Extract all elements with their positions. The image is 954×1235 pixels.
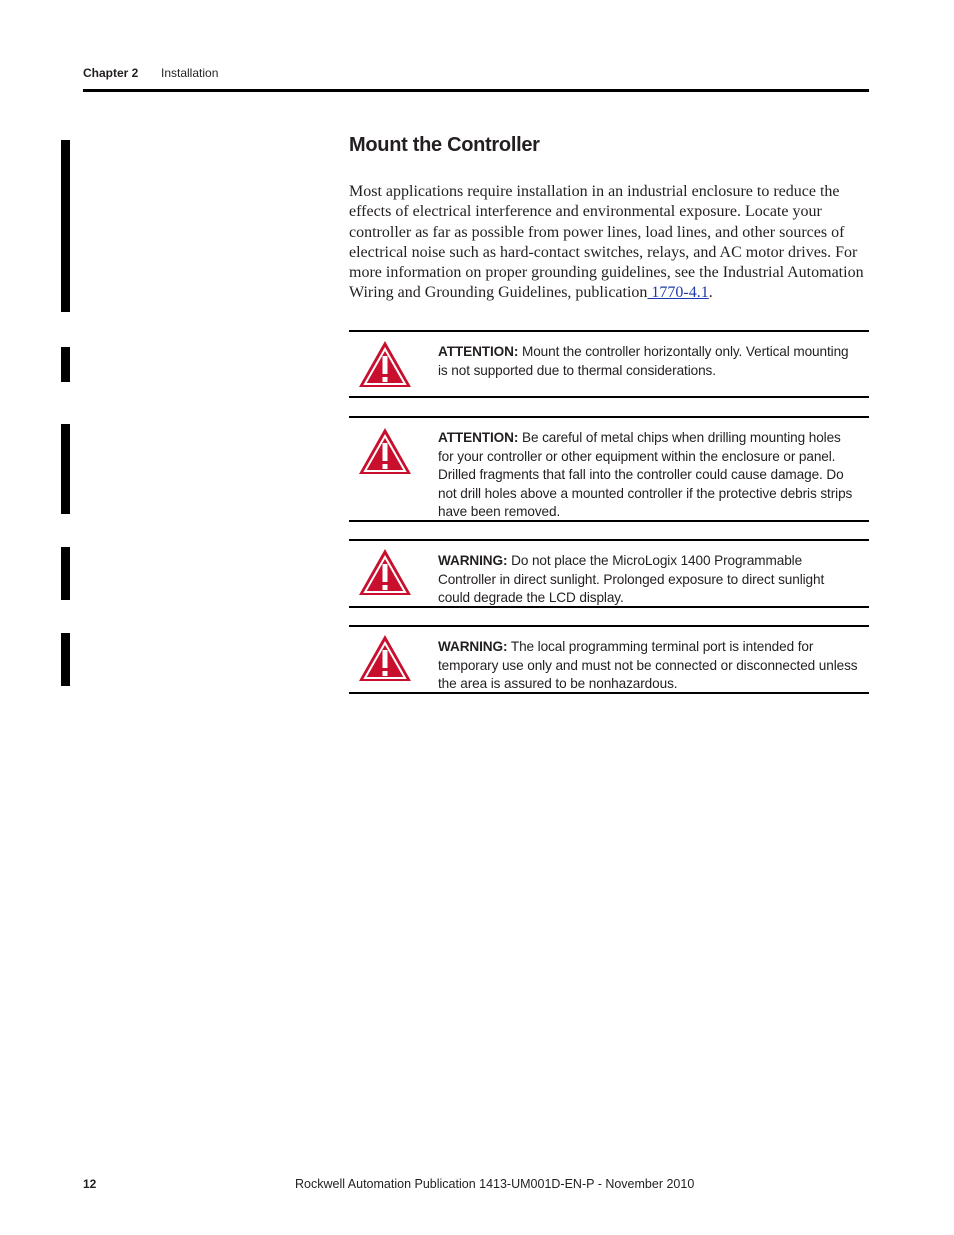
page-header — [83, 66, 869, 90]
change-bar — [61, 424, 70, 514]
page-title: Mount the Controller — [349, 134, 540, 156]
notice-text: The local programming terminal port is intended for temporary use only and must not be connected or disconnected unless the area is assured to be nonhazardous. — [438, 639, 858, 692]
section-label: Installation — [161, 66, 219, 80]
chapter-label: Chapter 2 — [83, 66, 139, 80]
change-bar — [61, 547, 70, 600]
change-bar — [61, 347, 70, 382]
notice-text: Be careful of metal chips when drilling mounting holes for your controller or other equipment within the enclosure or panel. Drilled fragments that fall into the controller could cause damage. Do not drill holes above a mounted controller if the protective debris strips have been removed. — [438, 430, 853, 520]
notice-label: WARNING: — [438, 553, 508, 568]
header-divider — [83, 89, 869, 92]
notice-label: WARNING: — [438, 639, 508, 654]
notice-message — [438, 638, 858, 694]
attention-notice — [349, 416, 869, 522]
notice-message — [438, 343, 858, 380]
publication-link[interactable]: 1770-4.1 — [647, 284, 709, 302]
notice-message — [438, 429, 858, 522]
warning-triangle-icon — [357, 547, 413, 597]
warning-triangle-icon — [357, 426, 413, 476]
change-bar — [61, 633, 70, 686]
notice-text: Do not place the MicroLogix 1400 Programmable Controller in direct sunlight. Prolonged exposure to direct sunlight could degrade the LCD display. — [438, 553, 825, 606]
publication-footer: Rockwell Automation Publication 1413-UM001D-EN-P - November 2010 — [295, 1177, 695, 1191]
notice-label: ATTENTION: — [438, 344, 519, 359]
warning-notice — [349, 539, 869, 608]
notice-label: ATTENTION: — [438, 430, 519, 445]
notice-text: Mount the controller horizontally only. Vertical mounting is not supported due to thermal considerations. — [438, 344, 849, 378]
warning-triangle-icon — [357, 633, 413, 683]
attention-notice — [349, 330, 869, 398]
change-bar — [61, 140, 70, 312]
notice-message — [438, 552, 858, 608]
warning-triangle-icon — [357, 339, 413, 389]
page-number: 12 — [83, 1177, 97, 1191]
body-end: . — [708, 284, 713, 302]
body-text: Most applications require installation in an industrial enclosure to reduce the effects of electrical interference and environmental exposure. Locate your controller as far as possible from power lines, load lines, and other sources of electrical noise such as hard-contact switches, relays, and AC motor drives. For more information on proper grounding guidelines, see the Industrial Automation Wiring and Grounding Guidelines, publication — [349, 183, 864, 302]
body-paragraph — [349, 182, 869, 304]
warning-notice — [349, 625, 869, 694]
